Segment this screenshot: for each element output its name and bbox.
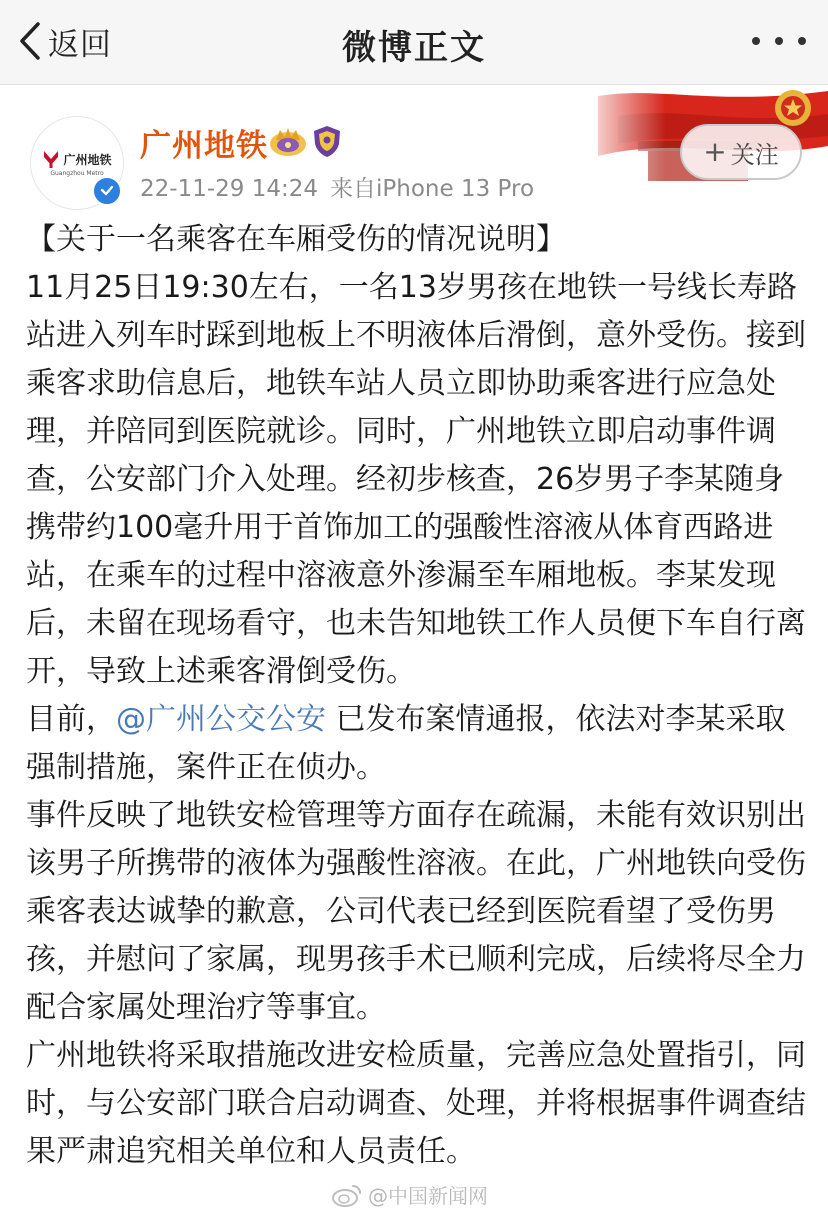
paragraph-2-suffix: 已发布案情通报，依法对李某采取强制措施，案件正在侦办。 — [26, 702, 786, 785]
post-date: 22-11-29 14:24 — [140, 176, 318, 202]
post-title: 【关于一名乘客在车厢受伤的情况说明】 — [26, 222, 566, 257]
back-label: 返回 — [48, 26, 112, 63]
avatar-en-text: Guangzhou Metro — [50, 170, 104, 177]
post-paragraph-4: 广州地铁将采取措施改进安检质量，完善应急处置指引，同时，与公安部门联合启动调查、处理，并将根据事件调查结果严肃追究相关单位和人员责任。 — [26, 1038, 806, 1169]
follow-label: 关注 — [730, 140, 779, 169]
post-meta — [140, 170, 534, 203]
post-paragraph-3: 事件反映了地铁安检管理等方面存在疏漏，未能有效识别出该男子所携带的液体为强酸性溶液。在此，广州地铁向受伤乘客表达诚挚的歉意，公司代表已经到医院看望了受伤男孩，并慰问了家属，现男孩手术已顺利完成，后续将尽全力配合家属处理治疗等事宜。 — [26, 798, 806, 1025]
weibo-logo-icon — [332, 1183, 362, 1207]
plus-icon: + — [703, 135, 727, 168]
mention-link[interactable]: @广州公交公安 — [116, 702, 326, 737]
page-title: 微博正文 — [342, 28, 486, 68]
post-source: 来自iPhone 13 Pro — [330, 176, 535, 202]
guangzhou-metro-logo — [42, 149, 111, 169]
verified-badge-icon — [92, 176, 122, 206]
top-nav-bar — [0, 0, 828, 85]
post-paragraph-2 — [26, 696, 806, 792]
watermark-text: @中国新闻网 — [368, 1184, 488, 1208]
more-dots-icon — [798, 37, 806, 45]
watermark — [332, 1180, 488, 1209]
post-content — [26, 216, 806, 1176]
follow-button[interactable] — [680, 124, 802, 180]
more-options-button[interactable] — [752, 26, 806, 56]
more-dots-icon — [752, 37, 760, 45]
more-dots-icon — [775, 37, 783, 45]
shield-badge-icon[interactable] — [312, 124, 342, 158]
crown-badge-icon[interactable] — [268, 124, 308, 158]
metro-logo-icon — [42, 149, 60, 169]
author-name[interactable]: 广州地铁 — [140, 128, 268, 164]
post-paragraph-1: 11月25日19:30左右，一名13岁男孩在地铁一号线长寿路站进入列车时踩到地板上不明液体后滑倒，意外受伤。接到乘客求助信息后，地铁车站人员立即协助乘客进行应急处理，并陪同到医院就诊。同时，广州地铁立即启动事件调查，公安部门介入处理。经初步核查，26岁男子李某随身携带约100毫升用于首饰加工的强酸性溶液从体育西路进站，在乘车的过程中溶液意外渗漏至车厢地板。李某发现后，未留在现场看守，也未告知地铁工作人员便下车自行离开，导致上述乘客滑倒受伤。 — [26, 270, 806, 689]
avatar-cn-text: 广州地铁 — [63, 152, 112, 167]
paragraph-2-prefix: 目前， — [26, 702, 116, 737]
